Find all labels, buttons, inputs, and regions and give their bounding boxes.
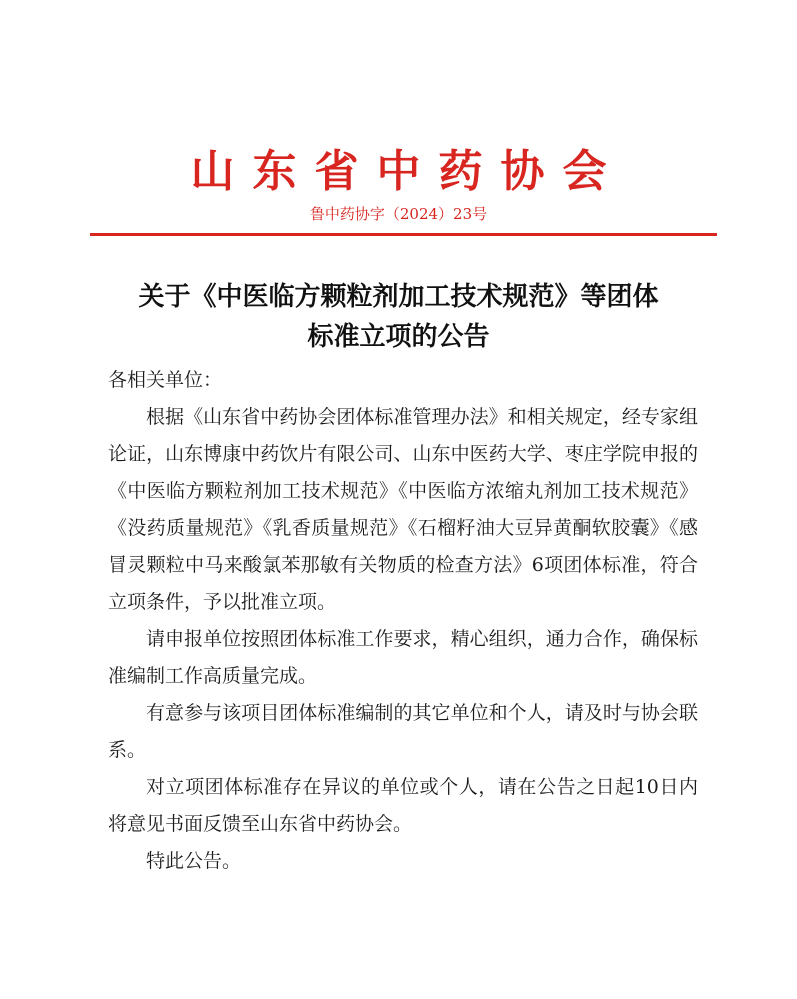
- document-number: 鲁中药协字（2024）23号: [309, 205, 488, 223]
- notice-title-line-1: 关于《中医临方颗粒剂加工技术规范》等团体: [138, 282, 659, 312]
- paragraph-participation: 有意参与该项目团体标准编制的其它单位和个人，请及时与协会联系。: [108, 702, 698, 761]
- notice-title-line-2: 标准立项的公告: [307, 322, 490, 352]
- paragraph-objection: 对立项团体标准存在异议的单位或个人，请在公告之日起10日内将意见书面反馈至山东省中药协会。: [108, 776, 698, 835]
- paragraph-requirements: 请申报单位按照团体标准工作要求，精心组织，通力合作，确保标准编制工作高质量完成。: [108, 628, 698, 687]
- salutation: 各相关单位：: [108, 369, 223, 391]
- red-divider-line: [90, 233, 717, 236]
- notice-body: [108, 362, 698, 880]
- notice-title: [80, 277, 717, 357]
- paragraph-closing: 特此公告。: [146, 850, 242, 872]
- paragraph-approval: 根据《山东省中药协会团体标准管理办法》和相关规定，经专家组论证，山东博康中药饮片有限公司、山东中医药大学、枣庄学院申报的《中医临方颗粒剂加工技术规范》《中医临方浓缩丸剂加工技术规范》《没药质量规范》《乳香质量规范》《石榴籽油大豆异黄酮软胶囊》《感冒灵颗粒中马来酸氯苯那敏有关物质的检查方法》6项团体标准，符合立项条件，予以批准立项。: [108, 406, 698, 613]
- organization-title: 山东省中药协会: [190, 146, 625, 197]
